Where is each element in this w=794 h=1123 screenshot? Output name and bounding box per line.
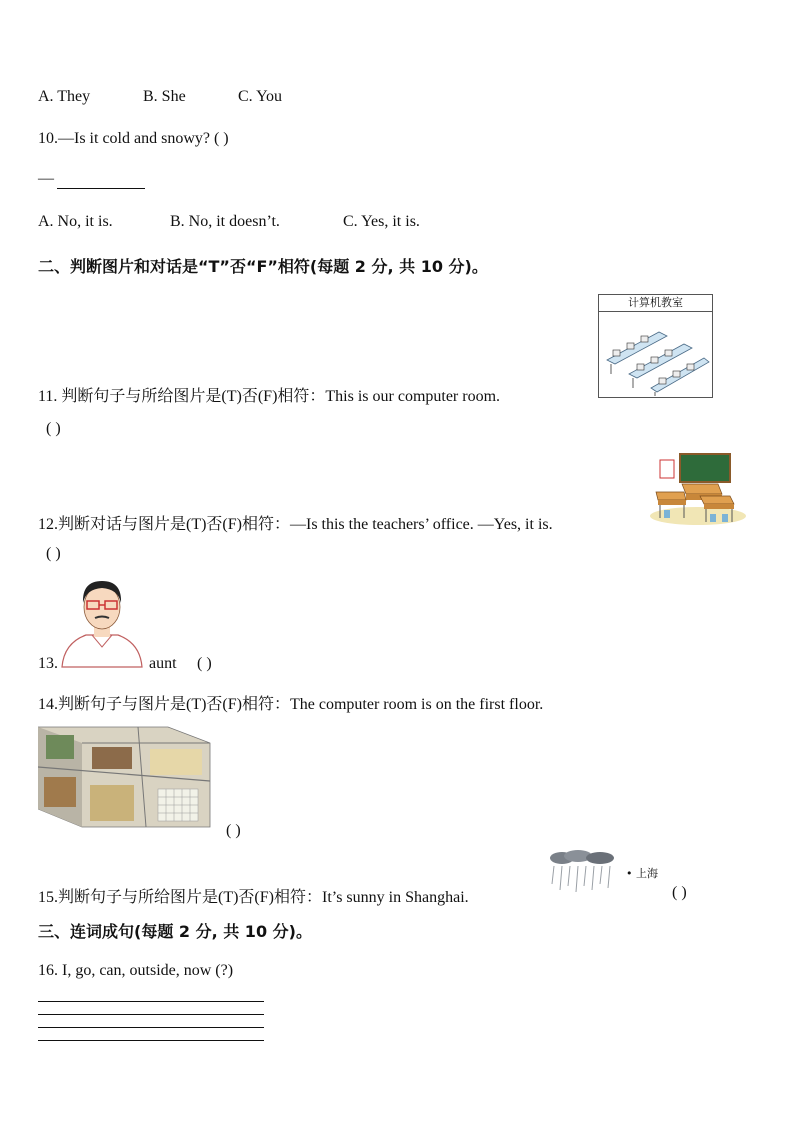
q10-question: 10.—Is it cold and snowy? ( ): [38, 130, 229, 147]
q16-answer-line-1[interactable]: [38, 1001, 264, 1002]
q15-city-label: • 上海: [626, 867, 658, 880]
q10-option-a: A. No, it is.: [38, 213, 113, 230]
q13-answer-paren[interactable]: ( ): [197, 655, 212, 672]
q12-answer-paren[interactable]: ( ): [46, 545, 61, 562]
q10-option-c: C. Yes, it is.: [343, 213, 420, 230]
q16-text: 16. I, go, can, outside, now (?): [38, 962, 234, 979]
q14-text: 14.判断句子与图片是(T)否(F)相符：The computer room is on the first floor.: [38, 696, 544, 713]
q15-answer-paren[interactable]: ( ): [672, 884, 687, 901]
section3-heading: 三、连词成句(每题 2 分, 共 10 分)。: [38, 922, 312, 941]
q10-option-b: B. No, it doesn’t.: [170, 213, 280, 230]
q13-number: 13.: [38, 655, 58, 672]
q9-option-b: B. She: [143, 88, 186, 105]
q16-answer-line-4[interactable]: [38, 1040, 264, 1041]
q9-option-a: A. They: [38, 88, 91, 105]
q9-option-c: C. You: [238, 88, 283, 105]
section2-heading: 二、判断图片和对话是“T”否“F”相符(每题 2 分, 共 10 分)。: [38, 257, 488, 276]
q14-answer-paren[interactable]: ( ): [226, 822, 241, 839]
q10-answer-blank[interactable]: [57, 188, 145, 189]
q11-answer-paren[interactable]: ( ): [46, 420, 61, 437]
q11-text: 11. 判断句子与所给图片是(T)否(F)相符：This is our computer room.: [38, 388, 501, 405]
q15-text: 15.判断句子与所给图片是(T)否(F)相符：It’s sunny in Shanghai.: [38, 889, 469, 906]
classroom-picture: [648, 452, 748, 526]
computer-room-caption: 计算机教室: [599, 295, 712, 312]
q16-answer-line-2[interactable]: [38, 1014, 264, 1015]
man-with-glasses-picture: [58, 575, 146, 671]
q13-word: aunt: [149, 655, 177, 672]
computer-room-illustration: [599, 312, 712, 397]
school-building-picture: [38, 723, 211, 831]
q16-answer-line-3[interactable]: [38, 1027, 264, 1028]
q10-dash: —: [38, 170, 54, 187]
q12-text: 12.判断对话与图片是(T)否(F)相符：—Is this the teachers’ office. —Yes, it is.: [38, 516, 553, 533]
computer-room-picture: [598, 294, 713, 398]
rain-cloud-picture: [548, 850, 623, 898]
